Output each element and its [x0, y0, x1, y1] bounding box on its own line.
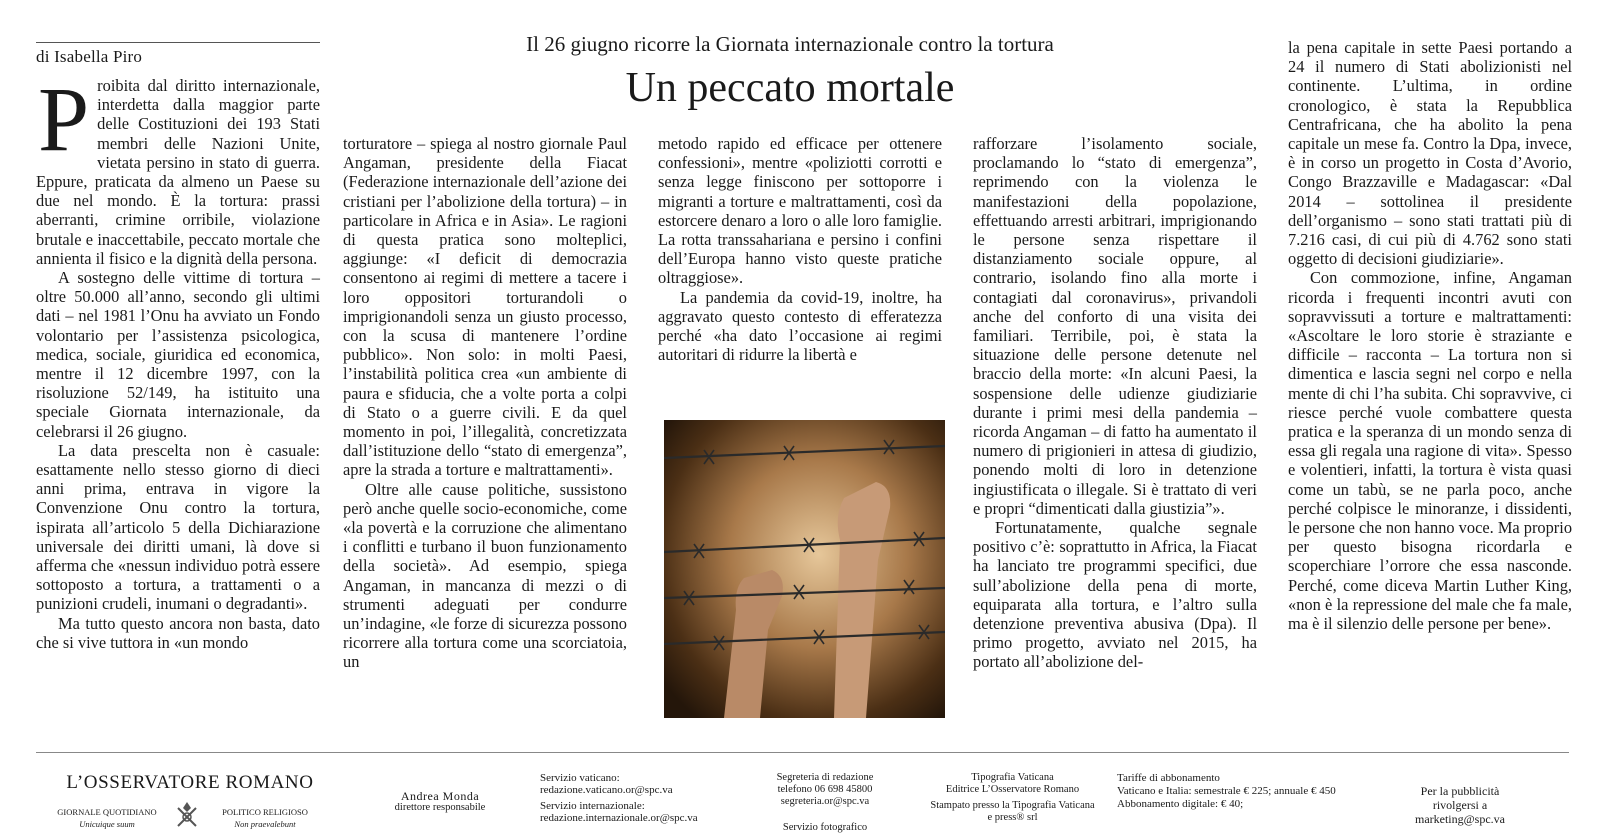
secretariat-block: Segreteria di redazione telefono 06 698 45800 segreteria.or@spc.va Servizio fotografico — [755, 772, 895, 834]
headline: Un peccato mortale — [625, 65, 955, 111]
paragraph: Fortunatamente, qualche segnale positivo c’è: soprattutto in Africa, la Fiacat ha lanciato tre programmi specifici, due sull’abolizione della pena di morte, equiparata alla tortura, e l’altro sulla detenzione preventiva abusiva (Dpa). Il primo progetto, avviato nel 2015, ha portato all’abolizione del- — [973, 518, 1257, 672]
kicker: Il 26 giugno ricorre la Giornata internazionale contro la tortura — [526, 32, 1054, 56]
paragraph: Con commozione, infine, Angaman ricorda i frequenti incontri avuti con sopravvissuti a torture e maltrattamenti: «Ascoltare le loro storie è straziante e difficile – racconta – La tortura non si dimentica e lascia segni nel corpo e nella mente di chi l’ha subita. Chi sopravvive, ci riesce perché vuole combattere questa pratica e la speranza di un mondo senza di essa gli regala una ragione di vita». Spesso e volentieri, infatti, la tortura è vista quasi come un tabù, se ne parla poco, anche perché colpisce le minoranze, i dissidenti, le persone che non hanno voce. Ma proprio per questo bisogna ricordarla e scoperchiare l’orrore che essa nasconde. Perché, come diceva Martin Luther King, «non è la repressione del male che fa male, ma è il silenzio delle persone per bene». — [1288, 268, 1573, 634]
article-column-1 — [36, 68, 320, 652]
paragraph: A sostegno delle vittime di tortura – oltre 50.000 all’anno, secondo gli ultimi dati – nel 1981 l’Onu ha avviato un Fondo volontario per l’assistenza psicologica, medica, sociale, giuridica ed economica, mentre il 12 dicembre 1997, con la risoluzione 52/149, ha istituito una speciale Giornata internazionale, da celebrarsi il 26 giugno. — [36, 268, 320, 441]
article-column-3 — [658, 134, 942, 364]
papal-crest-icon — [172, 800, 202, 830]
drop-cap: P — [38, 68, 90, 170]
intl-email-link[interactable]: redazione.internazionale.or@spc.va — [540, 812, 698, 824]
paragraph: metodo rapido ed efficace per ottenere confessioni», mentre «poliziotti corrotti e senza legge finiscono per sottoporre i migranti a torture e maltrattamenti, così da estorcere denaro a loro o alle loro famiglie. La rotta transsahariana e persino i confini dell’Europa hanno visto queste pratiche oltraggiose». — [658, 134, 942, 288]
barbed-wire-fists-photo — [664, 420, 945, 718]
masthead: L’OSSERVATORE ROMANO — [66, 772, 314, 793]
advertising-block: Per la pubblicità rivolgersi a marketing@spc.va — [1405, 784, 1515, 826]
printer-block: Tipografia Vaticana Editrice L’Osservatore Romano Stampato presso la Tipografia Vaticana e press® srl — [930, 772, 1095, 823]
marketing-email-link[interactable]: marketing@spc.va — [1414, 812, 1506, 826]
paragraph: La data prescelta non è casuale: esattamente nello stesso giorno di dieci anni prima, entrava in vigore la Convenzione Onu contro la tortura, ispirata all’articolo 5 della Dichiarazione universale dei diritti umani, là dove si afferma che «nessun individuo potrà essere sottoposto a tortura, a trattamenti o a punizioni crudeli, inumani o degradanti». — [36, 440, 320, 614]
paragraph: rafforzare l’isolamento sociale, proclamando lo “stato di emergenza”, reprimendo con la violenza le manifestazioni della popolazione, effettuando arresti arbitrari, imprigionando le persone senza rispettare il distanziamento sociale oppure, al contrario, isolando fino alla morte i contagiati dal coronavirus», privandoli anche del conforto di una visita dei familiari. Terribile, poi, è stata la situazione delle persone detenute nel braccio della morte: «In alcuni Paesi, la sospensione delle udienze giudiziarie durante i primi mesi della pandemia – ricorda Angaman – di fatto ha aumentato il numero di prigionieri in attesa di giudizio, ponendo molti di loro in detenzione ingiustificata o illegale. Si è trattato di veri e propri “dimenticati dalla giustizia”». — [973, 134, 1257, 518]
paragraph: Proibita dal diritto internazionale, interdetta dalla maggior parte delle Costituzioni dei 193 Stati membri delle Nazioni Unite, vietata persino in stato di guerra. Eppure, praticata da almeno un Paese su due nel mondo. È la tortura: prassi aberranti, crimine orribile, violazione brutale e inaccettabile, peccato mortale che annienta il fisico e la dignità della persona. — [36, 68, 320, 268]
masthead-sub-right: POLITICO RELIGIOSO Non praevalebunt — [222, 807, 308, 829]
paragraph: Oltre alle cause politiche, sussistono però anche quelle socio-economiche, come «la povertà e la corruzione che alimentano i conflitti e turbano il buon funzionamento della società». Ad esempio, spiega Angaman, in mancanza di mezzi o di strumenti adeguati per condurre un’indagine, «le forze di sicurezza possono ricorrere alla tortura come una scorciatoia, un — [343, 479, 628, 672]
vatican-email-link[interactable]: redazione.vaticano.or@spc.va — [540, 784, 673, 796]
masthead-sub-left: GIORNALE QUOTIDIANO Unicuique suum — [57, 807, 157, 829]
byline: di Isabella Piro — [36, 42, 320, 67]
article-column-5 — [1288, 38, 1572, 633]
article-column-2 — [343, 134, 627, 672]
paragraph: la pena capitale in sette Paesi portando a 24 il numero di Stati abolizionisti nel continente. L’ultima, in ordine cronologico, è stata la Repubblica Centrafricana, che ha abolito la pena capitale un mese fa. Contro la Dpa, invece, è in corso un progetto in Costa d’Avorio, Congo Brazzaville e Madagascar: «Dal 2014 – sottolinea il presidente dell’organismo – sono stati trattati più di 7.216 casi, di cui più di 4.762 sono stati oggetto di decisioni giudiziarie». — [1288, 38, 1572, 269]
photo-illustration — [664, 420, 945, 718]
footer-divider — [36, 752, 1569, 753]
article-column-4 — [973, 134, 1257, 672]
paragraph: La pandemia da covid-19, inoltre, ha aggravato questo contesto di efferatezza perché «ha dato l’occasione ai regimi autoritari di ridurre la libertà e — [658, 287, 942, 365]
contacts-block: Servizio vaticano: redazione.vaticano.or@spc.va Servizio internazionale: redazione.internazionale.or@spc.va — [540, 772, 730, 824]
paragraph: Ma tutto questo ancora non basta, dato che si vive tuttora in «un mondo — [36, 613, 320, 652]
director-block: Andrea Monda direttore responsabile — [394, 789, 486, 813]
secretariat-email-link[interactable]: segreteria.or@spc.va — [780, 796, 870, 807]
rates-block: Tariffe di abbonamento Vaticano e Italia: semestrale € 225; annuale € 450 Abbonamento digitale: € 40; — [1117, 772, 1336, 810]
paragraph: torturatore – spiega al nostro giornale Paul Angaman, presidente della Fiacat (Federazione internazionale dell’azione dei cristiani per l’abolizione della tortura) – in particolare in Africa e in Asia». Le ragioni di questa pratica sono molteplici, aggiunge: «I deficit di democrazia consentono ai regimi di mettere a tacere i loro oppositori torturandoli o imprigionandoli senza un giusto processo, con la scusa di mantenere l’ordine pubblico». Non solo: in molti Paesi, l’instabilità politica crea «un ambiente di paura e sfiducia, che a volte porta a colpi di Stato o a guerre civili. E da quel momento in poi, l’illegalità, concretizzata dall’istituzione dello “stato di emergenza”, apre la strada a torture e maltrattamenti». — [343, 134, 627, 480]
